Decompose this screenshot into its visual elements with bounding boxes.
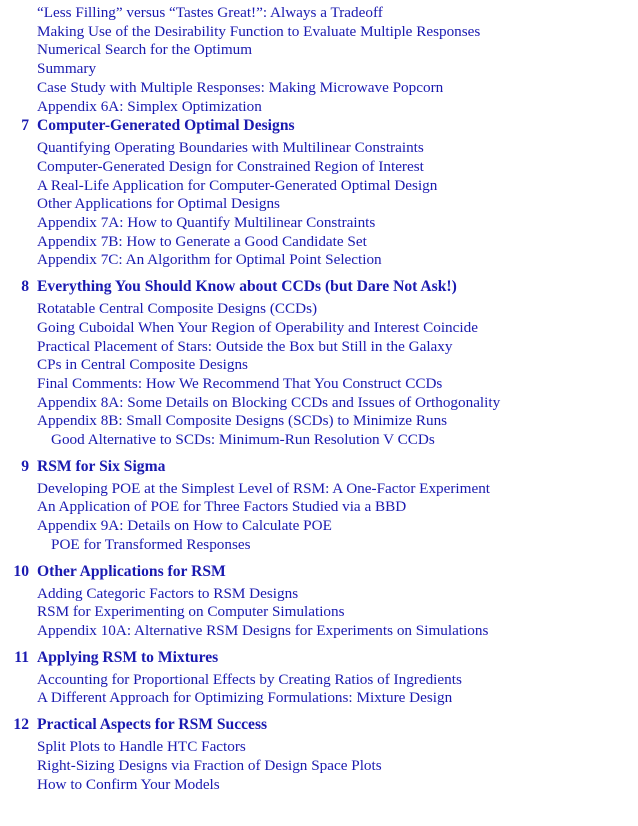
chapter-title: Everything You Should Know about CCDs (but Dare Not Ask!) (37, 278, 457, 296)
toc-entry-link[interactable]: Appendix 9A: Details on How to Calculate POE (37, 517, 332, 535)
toc-entry-link[interactable]: Going Cuboidal When Your Region of Operability and Interest Coincide (37, 318, 478, 336)
chapter-number: 7 (21, 117, 29, 135)
toc-entry-link[interactable]: “Less Filling” versus “Tastes Great!”: Always a Tradeoff (37, 4, 383, 21)
chapter-heading-link[interactable] (0, 116, 638, 135)
chapter-group (0, 116, 638, 270)
chapters-list (0, 116, 638, 794)
chapter-title: RSM for Six Sigma (37, 457, 166, 475)
toc-entry-link[interactable]: How to Confirm Your Models (37, 775, 220, 793)
toc-entry-link[interactable]: Appendix 8B: Small Composite Designs (SCDs) to Minimize Runs (37, 412, 448, 430)
toc-entry-link[interactable]: Summary (37, 60, 97, 78)
toc-entry-link[interactable]: RSM for Experimenting on Computer Simulations (37, 603, 345, 621)
toc-entry-link[interactable]: Case Study with Multiple Responses: Making Microwave Popcorn (37, 78, 444, 96)
chapter-group (0, 715, 638, 794)
chapter-heading-link[interactable] (0, 457, 638, 476)
toc-entry-link[interactable]: Appendix 10A: Alternative RSM Designs for Experiments on Simulations (37, 621, 489, 639)
toc-entry-link[interactable]: Good Alternative to SCDs: Minimum-Run Resolution V CCDs (51, 431, 435, 449)
chapter-group (0, 457, 638, 555)
toc-entry-link[interactable]: Computer-Generated Design for Constrained Region of Interest (37, 157, 424, 175)
toc-entry-link[interactable]: Making Use of the Desirability Function to Evaluate Multiple Responses (37, 22, 481, 40)
chapter-group (0, 277, 638, 450)
chapter-number: 11 (14, 648, 29, 666)
toc-entry-link[interactable]: Adding Categoric Factors to RSM Designs (37, 584, 299, 602)
toc-entry-link[interactable]: Developing POE at the Simplest Level of RSM: A One-Factor Experiment (37, 479, 491, 497)
chapter-group (0, 648, 638, 708)
toc-entry-link[interactable]: Numerical Search for the Optimum (37, 41, 253, 59)
toc-entry-link[interactable]: Appendix 7B: How to Generate a Good Candidate Set (37, 232, 367, 250)
toc-entry-link[interactable]: Rotatable Central Composite Designs (CCDs) (37, 300, 318, 318)
chapter-number: 10 (13, 562, 29, 580)
chapter-heading-link[interactable] (0, 648, 638, 667)
toc-entry-link[interactable]: Appendix 7C: An Algorithm for Optimal Point Selection (37, 251, 382, 269)
toc-entry-link[interactable]: CPs in Central Composite Designs (37, 356, 248, 374)
toc-entry-link[interactable]: Final Comments: How We Recommend That You Construct CCDs (37, 374, 443, 392)
toc-entry-link[interactable]: Other Applications for Optimal Designs (37, 195, 280, 213)
chapter-group (0, 562, 638, 641)
chapter-number: 9 (21, 457, 29, 475)
chapter-heading-link[interactable] (0, 562, 638, 581)
chapter-number: 8 (21, 278, 29, 296)
lead-section (0, 4, 638, 116)
chapter-heading-link[interactable] (0, 715, 638, 734)
toc-entry-link[interactable]: Split Plots to Handle HTC Factors (37, 738, 246, 756)
toc-entry-link[interactable]: Appendix 7A: How to Quantify Multilinear Constraints (37, 214, 376, 232)
toc-entry-link[interactable]: Quantifying Operating Boundaries with Multilinear Constraints (37, 139, 424, 157)
toc-entry-link[interactable]: An Application of POE for Three Factors Studied via a BBD (37, 498, 407, 516)
chapter-heading-link[interactable] (0, 277, 638, 296)
toc-entry-link[interactable]: Right-Sizing Designs via Fraction of Design Space Plots (37, 756, 382, 774)
toc-entry-link[interactable]: A Different Approach for Optimizing Formulations: Mixture Design (37, 689, 453, 707)
toc-entry-link[interactable]: Accounting for Proportional Effects by Creating Ratios of Ingredients (37, 670, 462, 688)
table-of-contents (0, 4, 638, 794)
toc-entry-link[interactable]: Appendix 8A: Some Details on Blocking CCDs and Issues of Orthogonality (37, 393, 501, 411)
toc-entry-link[interactable]: Practical Placement of Stars: Outside the Box but Still in the Galaxy (37, 337, 453, 355)
chapter-title: Applying RSM to Mixtures (37, 648, 219, 666)
chapter-title: Computer-Generated Optimal Designs (37, 117, 295, 135)
toc-entry-link[interactable]: A Real-Life Application for Computer-Generated Optimal Design (37, 176, 438, 194)
toc-entry-link[interactable]: Appendix 6A: Simplex Optimization (37, 97, 262, 115)
chapter-number: 12 (13, 716, 29, 734)
toc-entry-link[interactable]: POE for Transformed Responses (51, 535, 251, 553)
chapter-title: Other Applications for RSM (37, 562, 226, 580)
chapter-title: Practical Aspects for RSM Success (37, 716, 268, 734)
